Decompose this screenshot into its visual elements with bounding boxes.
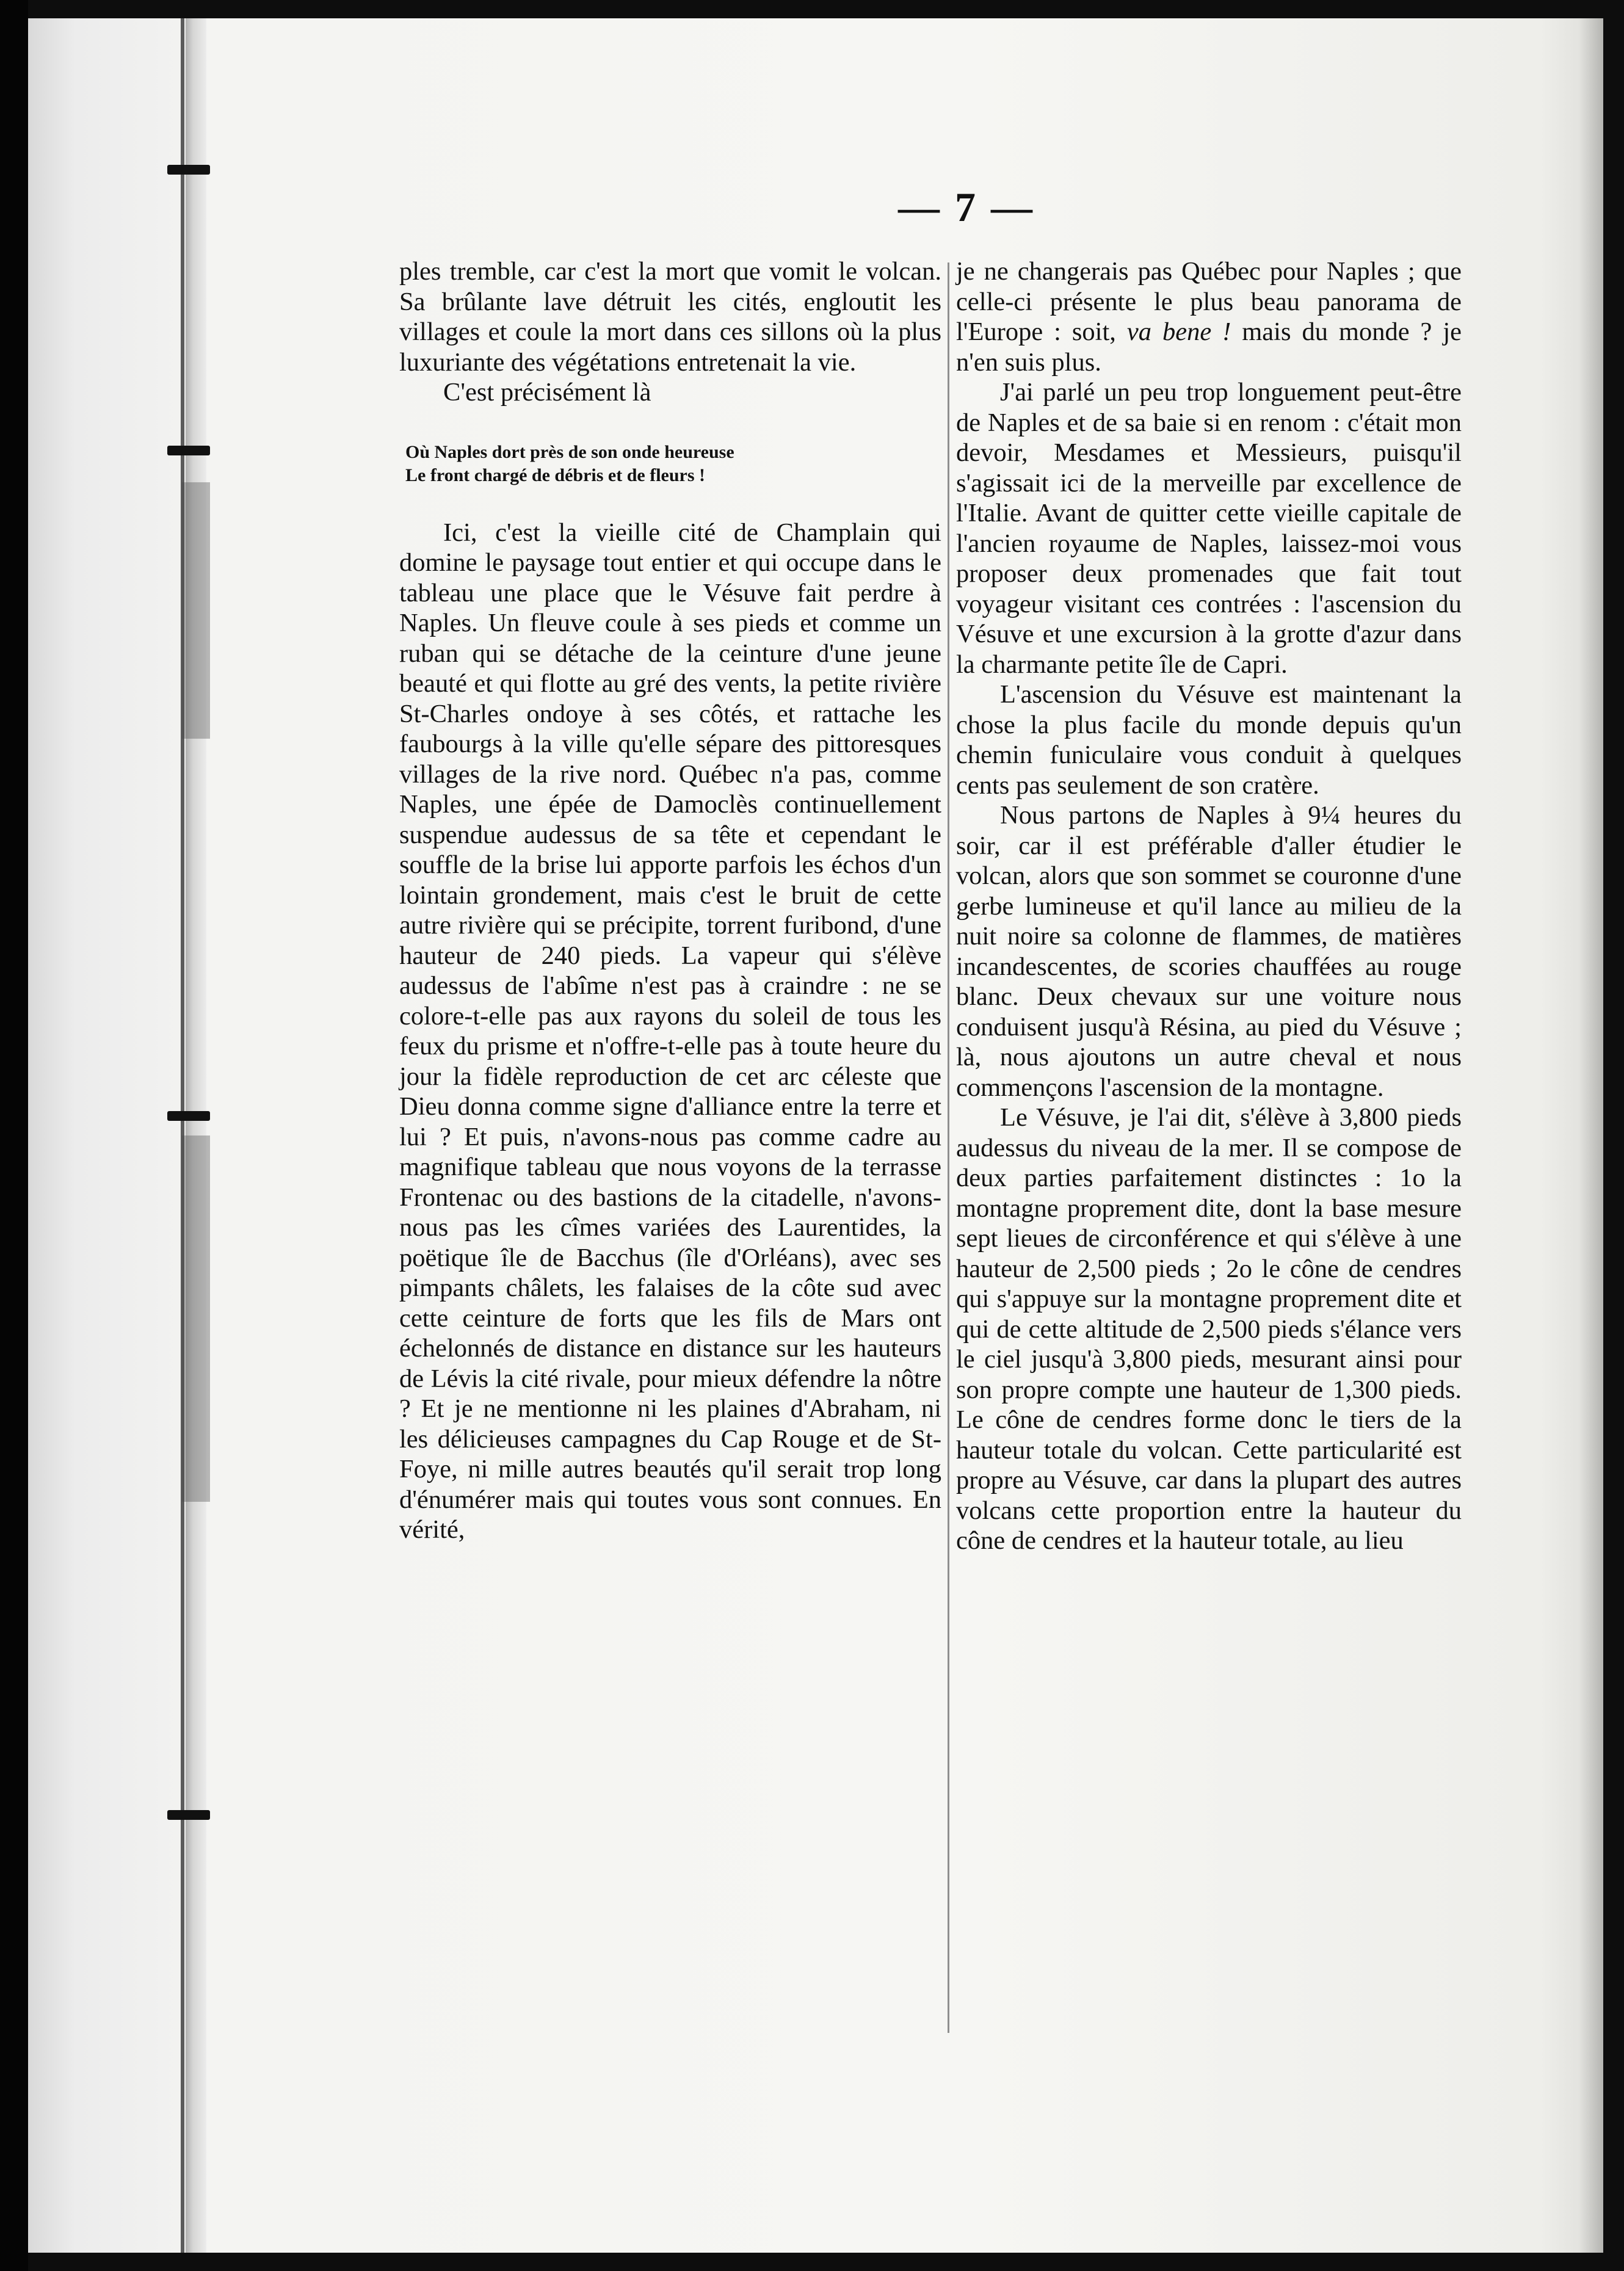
page-number: — 7 — xyxy=(898,184,1035,230)
verse-quote xyxy=(405,441,941,487)
right-column xyxy=(956,256,1462,1556)
italic-phrase: va bene ! xyxy=(1126,317,1242,346)
paragraph: Nous partons de Naples à 9¼ heures du soir, car il est préférable d'aller étudier le volcan, alors que son sommet se couronne d'une gerbe lumineuse et qu'il lance au milieu de la nuit noire sa colonne de flammes, de matières incandescentes, de scories chauffées au rouge blanc. Deux chevaux sur une voiture nous conduisent jusqu'à Résina, au pied du Vésuve ; là, nous ajoutons un autre cheval et nous commençons l'ascension de la montagne. xyxy=(956,801,1462,1102)
scan-border xyxy=(0,0,28,2271)
binding-staple-upper xyxy=(167,446,210,455)
left-column xyxy=(399,256,941,1545)
binding-staple-middle xyxy=(167,1111,210,1121)
paragraph: Ici, c'est la vieille cité de Champlain qui domine le paysage tout entier et qui occupe dans le tableau une place que le Vésuve fait perdre à Naples. Un fleuve coule à ses pieds et comme un ruban qui se détache de la ceinture d'une jeune beauté et qui flotte au gré des vents, la petite rivière St-Charles ondoye à ses côtés, et rattache les faubourgs à la ville qu'elle sépare des pittoresques villages de la rive nord. Québec n'a pas, comme Naples, une épée de Damoclès continuellement suspendue audessus de sa tête et cependant le souffle de la brise lui apporte parfois les échos d'un lointain grondement, mais c'est le bruit de cette autre rivière qui se précipite, torrent furibond, d'une hauteur de 240 pieds. La vapeur qui s'élève audessus de l'abîme n'est pas à craindre : ne se colore-t-elle pas aux rayons du soleil de tous les feux du prisme et n'offre-t-elle pas à toute heure du jour la fidèle reproduction de cet arc céleste que Dieu donna comme signe d'alliance entre la terre et lui ? Et puis, n'avons-nous pas comme cadre au magnifique tableau que nous voyons de la terrasse Frontenac ou des bastions de la citadelle, n'avons-nous pas les cîmes variées des Laurentides, la poëtique île de Bacchus (île d'Orléans), avec ses pimpants châlets, les falaises de la côte sud avec cette ceinture de forts que les fils de Mars ont échelonnés de distance en distance sur les hauteurs de Lévis la cité rivale, pour mieux défendre la nôtre ? Et je ne mentionne ni les plaines d'Abraham, ni les délicieuses campagnes du Cap Rouge et de St-Foye, ni mille autres beautés qu'il serait trop long d'énumérer mais qui toutes vous sont connues. En vérité, xyxy=(399,518,941,1544)
paragraph: C'est précisément là xyxy=(443,378,651,407)
binding-thread xyxy=(182,482,210,739)
text-segment: mais du monde ? je n'en suis plus. xyxy=(956,317,1462,377)
binding-thread xyxy=(182,1136,210,1502)
paragraph: Le Vésuve, je l'ai dit, s'élève à 3,800 pieds audessus du niveau de la mer. Il se compose de deux parties parfaitement distinctes : 1o la montagne proprement dite, dont la base mesure sept lieues de circonférence et qui s'élève à une hauteur de 2,500 pieds ; 2o le cône de cendres qui s'appuye sur la montagne proprement dite et qui de cette altitude de 2,500 pieds s'élance vers le ciel jusqu'à 3,800 pieds, mesurant ainsi pour son propre compte une hauteur de 1,300 pieds. Le cône de cendres forme donc le tiers de la hauteur totale du volcan. Cette particularité est propre au Vésuve, car dans la plupart des autres volcans cette proportion entre la hauteur du cône de cendres et la hauteur totale, au lieu xyxy=(956,1103,1462,1555)
paragraph: J'ai parlé un peu trop longuement peut-être de Naples et de sa baie si en renom : c'était mon devoir, Mesdames et Messieurs, puisqu'il s'agissait ici de la merveille par excellence de l'Italie. Avant de quitter cette vieille capitale de l'ancien royaume de Naples, laissez-moi vous proposer deux promenades que fait tout voyageur visitant ces contrées : l'ascension du Vésuve et une excursion à la grotte d'azur dans la charmante petite île de Capri. xyxy=(956,378,1462,679)
paragraph: ples tremble, car c'est la mort que vomit le volcan. Sa brûlante lave détruit les cités, engloutit les villages et coule la mort dans ces sillons où la plus luxuriante des végétations entretenait la vie. xyxy=(399,257,941,377)
binding-staple-top xyxy=(167,165,210,175)
verse-line: Où Naples dort près de son onde heureuse xyxy=(405,441,734,462)
page-edge-shadow xyxy=(1579,18,1603,2253)
column-divider xyxy=(948,263,949,2033)
verse-line: Le front chargé de débris et de fleurs ! xyxy=(405,465,706,485)
binding-staple-lower xyxy=(167,1810,210,1820)
text-segment: je ne changerais pas Québec pour Naples ; que celle-ci présente le plus beau panorama de l'Europe : soit, xyxy=(956,257,1462,346)
paragraph: L'ascension du Vésuve est maintenant la chose la plus facile du monde depuis qu'un chemin funiculaire vous conduit à quelques cents pas seulement de son cratère. xyxy=(956,680,1462,800)
paragraph xyxy=(956,256,1462,377)
